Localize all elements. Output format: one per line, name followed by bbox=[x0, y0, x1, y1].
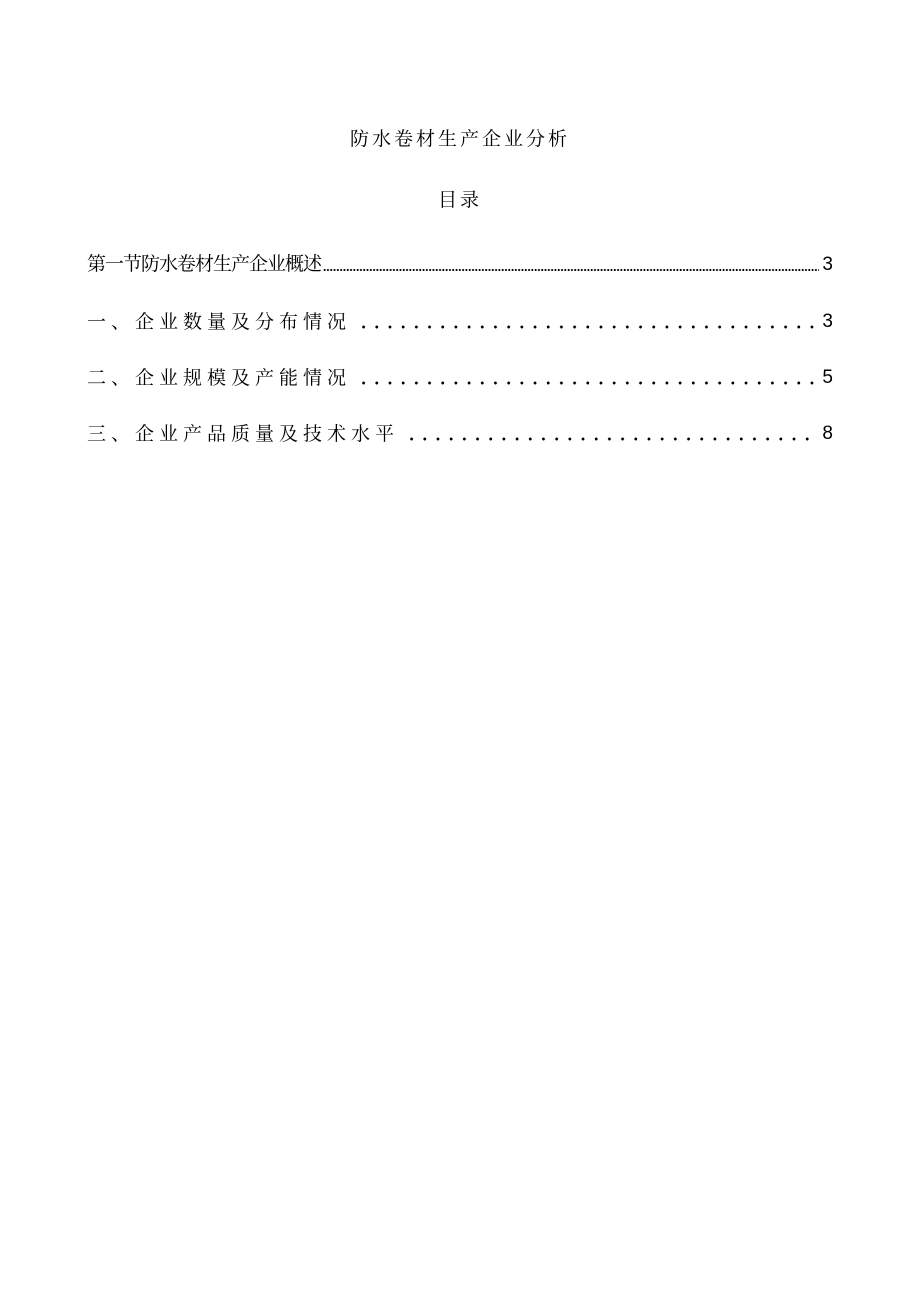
toc-page-number: 5 bbox=[822, 367, 833, 388]
toc-dot-leader bbox=[357, 380, 819, 386]
toc-entry-subsection-1[interactable] bbox=[87, 305, 833, 337]
toc-page-number: 3 bbox=[822, 311, 833, 332]
toc-entry-section-1[interactable] bbox=[87, 248, 833, 280]
toc-entry-label: 三、企业产品质量及技术水平 bbox=[87, 423, 400, 445]
toc-dot-leader bbox=[357, 324, 819, 330]
toc-dot-leader bbox=[405, 436, 819, 442]
toc-page-number: 8 bbox=[822, 423, 833, 444]
toc-entry-label: 第一节防水卷材生产企业概述 bbox=[87, 254, 322, 275]
toc-dot-leader bbox=[323, 268, 819, 272]
toc-heading: 目录 bbox=[437, 189, 482, 211]
toc-entry-subsection-2[interactable] bbox=[87, 361, 833, 393]
toc-entry-label: 一、企业数量及分布情况 bbox=[87, 311, 352, 333]
toc-entry-subsection-3[interactable] bbox=[87, 417, 833, 449]
toc-page-number: 3 bbox=[822, 254, 833, 275]
document-title: 防水卷材生产企业分析 bbox=[349, 128, 570, 150]
toc-entry-label: 二、企业规模及产能情况 bbox=[87, 367, 352, 389]
